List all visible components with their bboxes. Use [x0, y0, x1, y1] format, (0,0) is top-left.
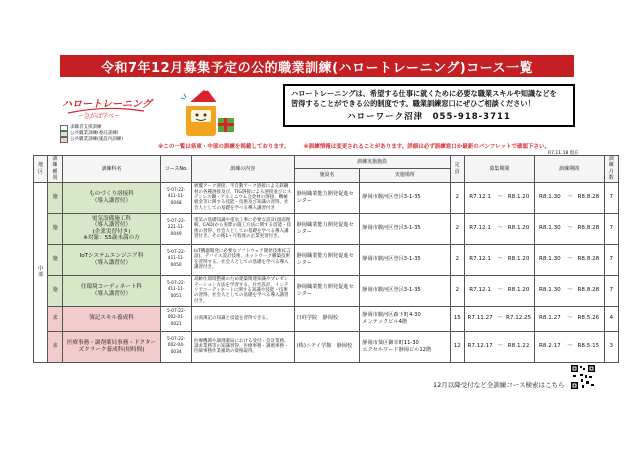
course-table: [33, 155, 619, 363]
recruit-start-cell: R7.12.1: [464, 182, 495, 213]
period-tilde: ～: [565, 213, 573, 244]
facility-name-cell: (株)ニチイ学館 静岡校: [294, 331, 360, 362]
table-row: [34, 275, 619, 306]
legend-item: [60, 137, 123, 143]
months-cell: 7: [604, 182, 618, 213]
page-title: 令和7年12月募集予定の公的職業訓練(ハロートレーニング)コース一覧: [60, 55, 574, 77]
header-area: 地区: [34, 156, 48, 183]
legend: [60, 125, 123, 143]
facility-name-cell: 静岡職業能力開発促進センター: [294, 275, 360, 306]
header-period: 訓練期間: [534, 156, 604, 183]
course-name-cell: 住環境コーディネート科 （導入講習付）: [62, 275, 161, 306]
period-start-cell: R8.2.17: [534, 331, 565, 362]
logo-subtitle: ～急がば学べ～: [78, 113, 121, 120]
notes: [158, 142, 578, 150]
note-change: ※訓練情報は変更されることがあります。詳細は必ず訓練窓口か最新のパンフレットで確認下さい。: [303, 144, 550, 150]
info-box: [283, 84, 575, 127]
legend-swatch: [60, 137, 68, 143]
header-category: 訓練種別: [48, 156, 62, 183]
content-cell: 電気の基礎知識や電気工事に必要な設計(図面理解、CAD)から実際の施工方法に関する技能・技術の習得、社会人としての基礎を学べる導入講習付き。その後1ヶ月程度の企業実習付き。: [192, 213, 295, 244]
category-cell: 施: [48, 213, 62, 244]
recruit-tilde: ～: [495, 213, 503, 244]
facility-place-cell: 静岡市葵区御幸町11-30 エクセルワード静岡ビル12階: [360, 331, 450, 362]
course-no-cell: 5-07-22- 411-11-0050: [161, 244, 192, 275]
facility-name-cell: 静岡職業能力開発促進センター: [294, 244, 360, 275]
course-name-cell: ものづくり溶接科 （導入講習付）: [62, 182, 161, 213]
recruit-start-cell: R7.11.27: [464, 306, 495, 331]
legend-label: 求職者支援訓練: [70, 125, 102, 130]
recruit-end-cell: R8.1.20: [503, 213, 534, 244]
category-cell: 施: [48, 244, 62, 275]
content-cell: 高齢住環境整備のため建築関連知識やプレゼンテーション方法を学習する。住宅設計、インテリアコーディネートに関する知識や技能・技術の習得、社会人としての基礎を学べる導入講習付き。: [192, 275, 295, 306]
table-row: [34, 306, 619, 331]
course-no-cell: 5-07-22- 221-11-0049: [161, 213, 192, 244]
period-tilde: ～: [565, 331, 573, 362]
course-no-cell: 5-07-22- 002-04-0034: [161, 331, 192, 362]
legend-label: 公共職業訓練(委託訓練): [70, 131, 119, 136]
period-end-cell: R8.5.15: [573, 331, 604, 362]
logo-text: ハロートレーニング: [62, 99, 152, 110]
category-cell: 施: [48, 275, 62, 306]
recruit-tilde: ～: [495, 331, 503, 362]
category-cell: 求: [48, 331, 62, 362]
qr-code-icon[interactable]: [570, 364, 596, 390]
recruit-tilde: ～: [495, 306, 503, 331]
facility-name-cell: 日経学院 静岡校: [294, 306, 360, 331]
months-cell: 7: [604, 213, 618, 244]
footer-search-link[interactable]: 12月以降受付など全訓練コース検索はこちら: [433, 381, 565, 389]
header-course-no: コースNo.: [161, 156, 192, 183]
course-no-cell: 5-07-22- 411-11-0051: [161, 275, 192, 306]
facility-place-cell: 静岡市駿河区森下町4-30 メンテックビル4階: [360, 306, 450, 331]
facility-place-cell: 静岡市駿河区登呂3-1-35: [360, 182, 450, 213]
period-end-cell: R8.8.28: [573, 275, 604, 306]
facility-name-cell: 静岡職業能力開発促進センター: [294, 182, 360, 213]
facility-name-cell: 静岡職業能力開発促進センター: [294, 213, 360, 244]
header-content: 訓練の内容: [192, 156, 295, 183]
recruit-start-cell: R7.12.1: [464, 213, 495, 244]
period-start-cell: R8.1.27: [534, 306, 565, 331]
header-capacity: 定員: [450, 156, 464, 183]
mascot-santa-icon: [172, 84, 242, 142]
table-row: [34, 213, 619, 244]
months-cell: 4: [604, 306, 618, 331]
recruit-end-cell: R8.1.20: [503, 182, 534, 213]
note-area: ※この一覧は県東・中部の訓練を掲載しております。: [158, 144, 290, 150]
period-end-cell: R8.8.28: [573, 244, 604, 275]
period-tilde: ～: [565, 306, 573, 331]
period-end-cell: R8.8.28: [573, 213, 604, 244]
recruit-end-cell: R7.12.25: [503, 306, 534, 331]
period-tilde: ～: [565, 275, 573, 306]
area-cell: 中部: [34, 182, 48, 362]
header-course-name: 訓練科名: [62, 156, 161, 183]
recruit-end-cell: R8.1.22: [503, 331, 534, 362]
header-facility-place: 実施場所: [360, 169, 450, 182]
content-cell: 被覆アーク溶接、半自動アーク溶接による鉄鋼材の各種溶接及び、TIG溶接による溶接並びにステンレス鋼・アルミニウム合金材の溶接、機械板金等に関する技能・技術及び知識の習得、社会人としての基礎を学べる導入講習付き: [192, 182, 295, 213]
header-months: 訓練月数: [604, 156, 618, 183]
recruit-tilde: ～: [495, 275, 503, 306]
period-start-cell: R8.1.30: [534, 182, 565, 213]
info-phone: ハローワーク沼津 055-918-3711: [347, 112, 511, 122]
table-row: [34, 331, 619, 362]
recruit-tilde: ～: [495, 244, 503, 275]
period-end-cell: R8.5.26: [573, 306, 604, 331]
period-end-cell: R8.8.28: [573, 182, 604, 213]
period-start-cell: R8.1.30: [534, 244, 565, 275]
recruit-end-cell: R8.1.20: [503, 275, 534, 306]
header-facility-group: 訓練実施施設: [294, 156, 450, 169]
course-name-cell: 医療事務・調剤薬局事務・ドクターズクラーク養成科(短時間): [62, 331, 161, 362]
capacity-cell: 2: [450, 182, 464, 213]
course-name-cell: 電気設備施工科 （導入講習付） (企業実習付き) ※対象：55歳未満の方: [62, 213, 161, 244]
content-cell: 医療機関や調剤薬局における受付・会計業務、請求業務等の知識習得、医療事務・調剤事務・医師事務作業補助の資格取得。: [192, 331, 295, 362]
capacity-cell: 15: [450, 306, 464, 331]
info-line-1: ハロートレーニングは、希望する仕事に就くために必要な職業スキルや知識などを: [291, 89, 557, 98]
period-tilde: ～: [565, 182, 573, 213]
recruit-start-cell: R7.12.1: [464, 244, 495, 275]
legend-label: 公共職業訓練(施設内訓練): [70, 137, 124, 142]
capacity-cell: 2: [450, 244, 464, 275]
facility-place-cell: 静岡市駿河区登呂3-1-35: [360, 244, 450, 275]
category-cell: 求: [48, 306, 62, 331]
update-date: R7.11.18 現在: [548, 151, 579, 156]
period-start-cell: R8.1.30: [534, 213, 565, 244]
table-row: [34, 182, 619, 213]
content-cell: IoT機器開発に必要なソフトウェア開発技術(C言語)、デバイス設計技術、ネットワーク構築技術を習得する。社会人としての基礎を学べる導入講習付き。: [192, 244, 295, 275]
info-line-2: 習得することができる公的制度です。職業訓練窓口にぜひご相談ください！: [291, 99, 535, 108]
recruit-start-cell: R7.12.1: [464, 275, 495, 306]
recruit-end-cell: R8.1.20: [503, 244, 534, 275]
period-tilde: ～: [565, 244, 573, 275]
course-no-cell: 5-07-22- 002-01-0021: [161, 306, 192, 331]
category-cell: 施: [48, 182, 62, 213]
course-name-cell: IoTシステムエンジニア科 （導入講習付）: [62, 244, 161, 275]
header-recruit: 募集期間: [464, 156, 534, 183]
capacity-cell: 2: [450, 275, 464, 306]
recruit-tilde: ～: [495, 182, 503, 213]
capacity-cell: 2: [450, 213, 464, 244]
facility-place-cell: 静岡市駿河区登呂3-1-35: [360, 213, 450, 244]
header-facility-name: 施設名: [294, 169, 360, 182]
logo-swoosh-icon: [66, 107, 146, 115]
months-cell: 7: [604, 244, 618, 275]
recruit-start-cell: R7.12.17: [464, 331, 495, 362]
months-cell: 7: [604, 275, 618, 306]
course-no-cell: 5-07-22- 411-11-0048: [161, 182, 192, 213]
facility-place-cell: 静岡市駿河区登呂3-1-35: [360, 275, 450, 306]
months-cell: 3: [604, 331, 618, 362]
course-name-cell: 簿記スキル養成科: [62, 306, 161, 331]
capacity-cell: 12: [450, 331, 464, 362]
period-start-cell: R8.1.30: [534, 275, 565, 306]
table-row: [34, 244, 619, 275]
content-cell: 日商簿記の知識と技能を習得できる。: [192, 306, 295, 331]
